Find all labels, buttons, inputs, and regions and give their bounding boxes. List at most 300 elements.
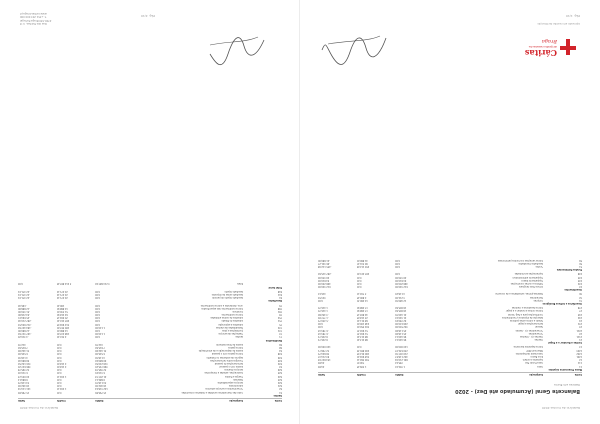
table-cell: 32 768,71 [318, 348, 330, 352]
address-line: 4700-330 Braga Portugal [20, 18, 52, 22]
section-heading: Resultados [268, 299, 282, 303]
table-cell: Caixa Fundo Fixo [525, 361, 544, 365]
table-cell: 71 [279, 335, 282, 339]
table-cell: 51 [579, 265, 582, 268]
address-block [20, 12, 51, 25]
table-row [18, 352, 282, 355]
table-cell: 17 488,90 [356, 309, 368, 313]
table-cell: 0,00 [56, 377, 62, 381]
table-cell: 0,00 [56, 371, 62, 375]
table-cell: -3 452,80 [318, 312, 329, 316]
table-cell: 312 904,55 [56, 322, 70, 326]
table-cell: Remunerações a pagar [518, 322, 544, 326]
table-cell: 239 634,07 [395, 348, 408, 352]
table-row [318, 316, 582, 319]
table-cell: 68 [279, 346, 282, 349]
table-cell: 785,42 [395, 361, 403, 365]
red-cross-icon [560, 39, 576, 55]
table-cell: 278 [577, 306, 582, 310]
table-header [318, 372, 582, 376]
table-cell: 248 100,00 [395, 322, 408, 326]
table-cell: 0,00 [356, 278, 362, 282]
table-cell: 34 118,76 [18, 381, 30, 385]
table-cell: 231 [577, 322, 582, 326]
table-cell: Millennium BCP [526, 348, 544, 352]
table-cell: Remunerações do pessoal [214, 361, 244, 365]
table-cell: -12 880,00 [18, 329, 30, 333]
table-row [18, 290, 282, 293]
table-cell: 64 [279, 349, 282, 353]
table-row [318, 319, 582, 322]
table-cell: 1 416,70 [318, 306, 328, 310]
table-cell: Juros, dividendos e outros rendimentos [200, 303, 244, 307]
table-cell: -22 471,19 [18, 289, 30, 293]
table-cell: 0,00 [56, 346, 62, 349]
table-cell: 23 [579, 325, 582, 329]
table-cell: 498 200,00 [318, 281, 331, 285]
table-cell: 81 [279, 296, 282, 300]
table-cell: 198 447,60 [56, 332, 70, 336]
section-heading: Gastos [273, 393, 282, 397]
table-cell: 433 [577, 278, 582, 282]
table-cell: Donativos [232, 309, 244, 313]
table-cell: 3 214,00 [395, 295, 405, 299]
table-cell: Mensalidades de utentes [216, 325, 244, 329]
table-row [18, 310, 282, 313]
brand-sub: Arquidiocesana de [528, 45, 557, 49]
table-cell: 1 120,00 [95, 325, 105, 329]
table-cell: 287 210,40 [56, 319, 70, 323]
table-cell: Compras [533, 298, 544, 302]
table-cell: 0,00 [318, 325, 323, 329]
table-cell: 412,35 [18, 342, 26, 346]
table-cell: 1203 [576, 348, 582, 352]
table-cell: 69 880,40 [18, 358, 30, 362]
table-cell: 21 340,10 [395, 315, 407, 319]
table-cell: 41 880,00 [356, 258, 368, 262]
table-cell: 154 827,93 [318, 358, 331, 362]
table-cell: Crédito [56, 399, 66, 402]
table-cell: -197 327,60 [18, 332, 32, 336]
brand-city: Braga [541, 38, 557, 44]
table-cell: 0,00 [56, 381, 62, 385]
section-heading: Rendimentos [265, 338, 282, 342]
table-cell: 31 442,90 [95, 349, 107, 353]
table-cell: Outras variações nos fundos patrimoniais [497, 258, 544, 262]
table-cell: 12 888,90 [56, 306, 68, 310]
table-row [18, 365, 282, 368]
table-cell: Energia e fluidos [225, 374, 244, 378]
section-heading: Meios Financeiros Líquidos [548, 367, 582, 371]
table-row [318, 349, 582, 352]
table-cell: 0,00 [56, 358, 62, 362]
table-cell: -64 218,90 [18, 313, 30, 317]
table-cell: 248 100,00 [356, 322, 370, 326]
table-cell: 18 402,00 [18, 384, 30, 388]
table-cell: 0,00 [95, 335, 101, 339]
table-cell: 398 745,20 [95, 365, 108, 369]
table-cell: 96 440,12 [395, 334, 407, 338]
page-header: Relatório de Contas 2020 [20, 406, 59, 410]
table-cell: Resultado líquido do período [212, 296, 244, 300]
table-cell: 0,00 [318, 322, 323, 326]
table-cell: 38 844,75 [318, 351, 330, 355]
table-row [18, 343, 282, 346]
signature-icon [200, 30, 270, 70]
table-row [18, 323, 282, 326]
table-cell: 22 [579, 331, 582, 335]
table-cell: Materiais [233, 377, 244, 381]
table-cell: Saldo [318, 373, 325, 376]
table-row [18, 293, 282, 296]
table-cell: Subcontratos [228, 384, 244, 388]
table-cell: 0,00 [56, 352, 62, 356]
table-cell: 51 902,33 [356, 328, 368, 332]
table-cell: 0,00 [95, 322, 101, 326]
table-cell: 740,57 [356, 361, 365, 365]
table-cell: 120 000,00 [395, 345, 408, 349]
table-cell: 0,00 [95, 303, 101, 307]
table-cell: 0,00 [95, 296, 101, 300]
table-cell: 612 340,00 [395, 285, 408, 289]
table-cell: 4 118,20 [395, 292, 405, 296]
table-cell: Seguros de acidentes no trabalho [206, 355, 244, 359]
table-cell: Gastos de depreciação e de amortização [198, 349, 244, 353]
table-cell: Equipamento administrativo [512, 275, 544, 279]
table-cell: Serviços especializados [217, 381, 244, 385]
table-row [18, 296, 282, 299]
table-cell: 622 [277, 381, 282, 385]
table-cell: 142 318,44 [95, 387, 108, 391]
table-cell: 623 [277, 377, 282, 381]
table-cell: 1 204,10 [56, 387, 67, 391]
table-cell: 83 214,47 [318, 355, 330, 359]
table-cell: 41 207,33 [95, 374, 107, 378]
table-cell: Fornecimentos e serviços externos [205, 387, 244, 391]
table-cell: -4 310,20 [18, 335, 29, 339]
table-cell: 9 884,12 [18, 377, 28, 381]
table-cell: 8 226,72 [318, 334, 328, 338]
table-cell: 4 118,30 [18, 355, 28, 359]
table-cell: 706 382,11 [356, 358, 370, 362]
table-row [318, 309, 582, 312]
table-row [318, 306, 582, 309]
table-cell: 4 118,30 [95, 355, 105, 359]
table-row [18, 371, 282, 374]
table-cell: 40 003,23 [18, 374, 30, 378]
table-row [318, 292, 582, 295]
table-cell: Clientes c/c - Utentes [520, 334, 544, 338]
table-cell: 11 [579, 364, 582, 368]
table-cell: 396 627,20 [18, 365, 31, 369]
table-cell: 49 330,00 [395, 275, 407, 279]
table-cell: 788 [277, 306, 282, 310]
table-cell: 0,00 [56, 355, 62, 359]
table-cell: 17 488,90 [356, 306, 368, 310]
table-cell: 3 214 887,46 [56, 282, 72, 286]
table-cell: 22 471,19 [56, 293, 68, 296]
table-cell: Resultados transitados [518, 261, 544, 265]
table-cell: 32 395,78 [95, 368, 107, 372]
table-cell: 2211 [576, 328, 582, 332]
table-row [318, 325, 582, 328]
table-cell: 51 902,33 [356, 331, 368, 335]
table-cell: 79 [279, 303, 282, 307]
table-cell: Débito [395, 373, 404, 376]
table-row [318, 296, 582, 299]
table-cell: 8 226,72 [318, 338, 328, 342]
table-cell: 245 [577, 312, 582, 316]
table-cell: -196,40 [18, 303, 27, 307]
table-row [18, 390, 282, 393]
table-cell: 31 442,90 [18, 349, 30, 353]
table-cell: Pessoal [535, 325, 544, 329]
table-cell: 3 702,10 [356, 292, 367, 296]
table-cell: Caixa Geral de Depósitos [515, 351, 544, 355]
address-line: www.caritas-braga.pt [20, 12, 47, 16]
table-cell: 41 440,35 [395, 312, 407, 316]
table-cell: 432 [577, 281, 582, 285]
table-cell: 818 [277, 289, 282, 293]
table-cell: 2 118,00 [56, 361, 67, 365]
table-cell: 44,85 [318, 361, 325, 365]
table-cell: 0,00 [95, 319, 101, 323]
table-cell: Equipamento básico [521, 278, 544, 282]
table-cell: 781 [277, 309, 282, 313]
table-cell: 44 893,15 [356, 312, 368, 316]
table-cell: 49 330,00 [318, 275, 330, 279]
table-row [318, 272, 582, 275]
table-cell: Subsídios à exploração [218, 322, 244, 326]
table-cell: -41 880,00 [318, 258, 330, 262]
table-cell: Fornecedores c/c - Gerais [515, 328, 544, 332]
table-cell: 626 [277, 368, 282, 372]
table-cell: 0,00 [356, 275, 362, 279]
table-cell: 2 890,45 [356, 295, 367, 299]
table-cell: 75 [279, 322, 282, 326]
table-cell: -22 471,19 [18, 293, 30, 296]
table-cell: 0,00 [56, 349, 62, 353]
table-cell: 498 200,00 [395, 281, 408, 285]
table-cell: 6 310,45 [95, 371, 105, 375]
table-cell: 632 [277, 361, 282, 365]
table-cell: 12 880,00 [56, 329, 68, 333]
table-cell: Gastos de financiamento [216, 342, 244, 346]
table-cell: 242 [577, 315, 582, 319]
table-cell: Caixa [537, 364, 544, 368]
table-cell: Gastos com o pessoal [219, 365, 244, 369]
page-number: Pág. 1/10 [565, 14, 580, 18]
left-page [300, 0, 600, 424]
table-cell: Novo Banco [530, 355, 544, 359]
table-cell: 32 395,78 [18, 368, 30, 372]
table-cell: 0,00 [56, 384, 62, 388]
table-cell: Totais [237, 282, 244, 286]
table-cell: 18 905,60 [395, 309, 407, 313]
table-cell: Activos fixos tangíveis [519, 285, 544, 289]
table-row [318, 332, 582, 335]
table-cell: 0,00 [395, 265, 401, 268]
table-cell: 412,35 [95, 342, 103, 346]
table-row [18, 355, 282, 358]
table-row [318, 322, 582, 325]
signature-icon [320, 30, 390, 70]
section-heading: Contas a Receber e a Pagar [548, 341, 582, 345]
table-row [18, 329, 282, 332]
table-cell: Saldo [18, 399, 25, 402]
table-cell: Outros rendimentos não especificados [201, 306, 244, 310]
table-cell: 120 000,00 [318, 345, 331, 349]
table-cell: 15 796,85 [18, 390, 30, 394]
table-row [318, 358, 582, 361]
table-cell: 34 118,76 [95, 381, 107, 385]
table-cell: 59 [579, 258, 582, 262]
table-cell: -6 783,43 [318, 328, 329, 332]
table-cell: -6 783,43 [318, 331, 329, 335]
table-cell: 88 213,40 [356, 338, 368, 342]
table-cell: Conta [574, 373, 582, 376]
table-cell: 51 330,00 [56, 309, 68, 313]
table-cell: 45 118,90 [395, 331, 407, 335]
address-line: Rua dos Falcões, nº 8 [20, 21, 47, 25]
table-cell: 31 [579, 298, 582, 302]
table-cell: Quotizações e jóias [222, 329, 244, 333]
table-cell: 7 815,60 [95, 346, 105, 349]
table-row [318, 279, 582, 282]
table-cell: -51 330,00 [18, 309, 30, 313]
approval-note: Aprovado em reunião de Direcção [537, 22, 580, 25]
table-cell: 1 120,00 [95, 332, 105, 336]
table-row [318, 355, 582, 358]
table-row [318, 312, 582, 315]
table-cell: 0,00 [56, 342, 62, 346]
table-cell: 69 880,40 [95, 358, 107, 362]
table-row [18, 332, 282, 335]
table-cell: 96 440,12 [395, 338, 407, 342]
section-heading: Inventários e Activos Biológicos [542, 302, 582, 306]
table-cell: Outros depósitos bancários [513, 345, 544, 349]
table-cell: Subsídios de outras entidades [210, 316, 244, 320]
table-cell: 1201 [576, 355, 582, 359]
table-cell: 624 [277, 374, 282, 378]
table-row [318, 338, 582, 341]
table-cell: 621 [277, 384, 282, 388]
table-cell: 78 [279, 313, 282, 317]
address-line: T. +351 253 000 000 [20, 15, 47, 19]
table-row [18, 387, 282, 390]
table-cell: -287 415,60 [318, 272, 332, 276]
table-cell: Depósitos à ordem [522, 358, 544, 362]
table-row [318, 328, 582, 331]
table-cell: 27 [579, 309, 582, 313]
table-row [318, 361, 582, 364]
table-row [18, 282, 282, 285]
table-cell: Outros rendimentos [221, 313, 244, 317]
table-cell: Matérias-primas, subsidiárias e de consumo [495, 292, 544, 296]
table-cell: 0,00 [395, 261, 401, 265]
table-cell: 22 471,19 [56, 296, 68, 300]
table-cell: 61 [279, 390, 282, 394]
table-cell: 15 796,85 [95, 390, 107, 394]
table-cell: 96 341,27 [356, 261, 368, 265]
table-row [318, 335, 582, 338]
table-cell: 180 612,55 [356, 351, 370, 355]
table-cell: -96 341,27 [318, 261, 330, 265]
table-cell: 0,00 [95, 316, 101, 320]
table-cell: 318 904,20 [356, 355, 370, 359]
table-cell: -25 694,15 [18, 316, 30, 320]
table-cell: 0,00 [56, 390, 62, 394]
table-cell: 0,00 [356, 345, 362, 349]
table-row [318, 364, 582, 367]
table-cell: 196,40 [56, 303, 65, 307]
table-cell: 72 [279, 332, 282, 336]
table-cell: 88 213,40 [356, 334, 368, 338]
table-cell: -12 888,90 [18, 306, 30, 310]
table-cell: Prestações de serviços [218, 332, 244, 336]
table-cell: 435 [577, 275, 582, 279]
table-cell [245, 282, 282, 285]
table-cell: Deslocações, estadas e transportes [204, 371, 244, 375]
table-cell: Encargos sobre remunerações [210, 358, 244, 362]
table-cell: Designação [529, 373, 544, 376]
table-cell: 0,00 [95, 293, 101, 296]
table-cell: 25 694,15 [56, 316, 68, 320]
table-cell: 612 340,00 [318, 285, 331, 289]
table-cell: 12 480,30 [395, 298, 407, 302]
table-cell: 861 210,04 [395, 358, 408, 362]
table-row [318, 282, 582, 285]
table-cell: 64 810,00 [318, 278, 330, 282]
table-cell: Custo das mercadorias vendidas e matérias consumidas [181, 390, 244, 394]
table-cell: Fornecedores [528, 331, 544, 335]
table-cell: 0,00 [95, 309, 101, 313]
table-cell: Subsídios do Estado [221, 319, 244, 323]
table-cell: -287 210,40 [18, 319, 32, 323]
table-cell: 635 [277, 358, 282, 362]
table-cell: Estado e outros entes públicos [509, 319, 544, 322]
table-cell: Edifícios e outras construções [510, 281, 544, 285]
table-cell: 402 118,67 [395, 355, 408, 359]
table-cell: Fundos [535, 265, 544, 268]
table-cell: 9 884,12 [95, 377, 105, 381]
table-cell: 23 118,05 [356, 315, 368, 319]
table-row [18, 362, 282, 365]
balance-table-right [18, 282, 282, 402]
table-cell: -1 777,95 [318, 315, 329, 319]
table-cell: 43 [579, 285, 582, 289]
table-cell: 7 815,60 [18, 346, 28, 349]
table-cell: 21 [579, 338, 582, 342]
table-cell: 111 [577, 361, 582, 365]
table-header [18, 398, 282, 402]
table-cell: 24 [579, 319, 582, 322]
brand-name: Cáritas [524, 48, 557, 58]
table-cell: 1 204,10 [56, 374, 67, 378]
table-cell: 751 [277, 319, 282, 323]
table-cell: -22 471,19 [18, 296, 30, 300]
table-cell: 6 526,00 [18, 352, 28, 356]
table-cell: 2111 [576, 334, 582, 338]
table-cell: Outros gastos [228, 346, 244, 349]
balance-table-left [318, 258, 582, 376]
table-row [18, 346, 282, 349]
caritas-logo [525, 38, 576, 56]
table-row [318, 275, 582, 278]
table-cell: 0,00 [56, 368, 62, 372]
table-cell: Outros gastos com o pessoal [211, 352, 244, 356]
report-title: Balancete Geral (Acumulado até Dez) - 2020 [455, 388, 580, 394]
